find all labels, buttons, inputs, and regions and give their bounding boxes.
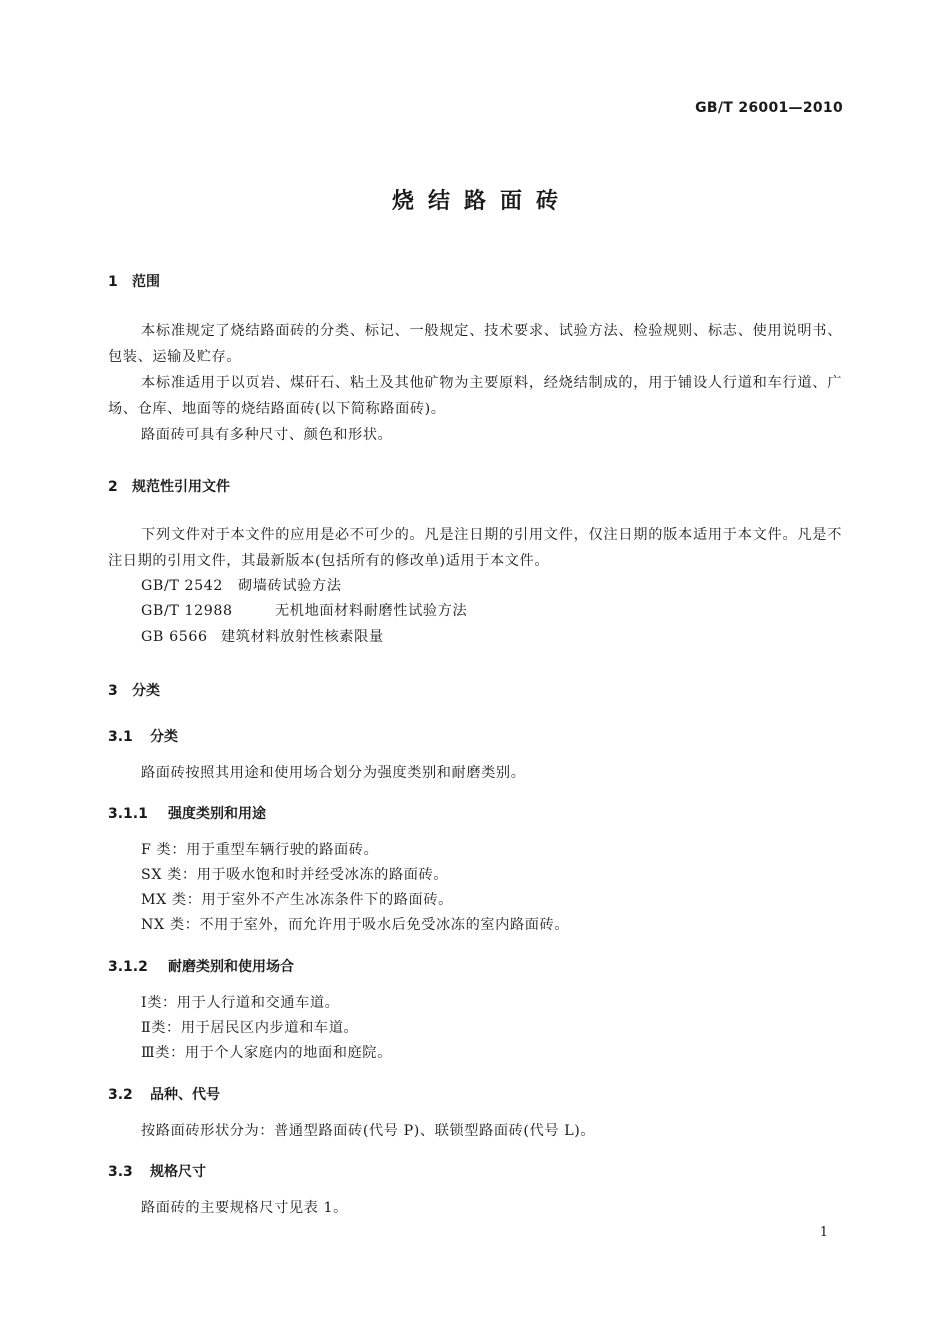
section-number: 1 xyxy=(108,274,118,290)
section-number: 3 xyxy=(108,683,118,699)
section-number: 3.1.1 xyxy=(108,806,148,822)
section-number: 3.2 xyxy=(108,1087,133,1103)
section-3-1-paragraph: 路面砖按照其用途和使用场合划分为强度类别和耐磨类别。 xyxy=(141,765,526,781)
list-item: MX 类：用于室外不产生冰冻条件下的路面砖。 xyxy=(141,892,453,908)
normative-reference xyxy=(141,624,384,650)
section-1-heading xyxy=(108,271,160,291)
section-number: 3.1.2 xyxy=(108,959,148,975)
section-number: 2 xyxy=(108,479,118,495)
list-item: SX 类：用于吸水饱和时并经受冰冻的路面砖。 xyxy=(141,867,449,883)
section-title: 规范性引用文件 xyxy=(132,479,230,495)
list-item: F 类：用于重型车辆行驶的路面砖。 xyxy=(141,842,379,858)
section-title: 品种、代号 xyxy=(150,1087,220,1103)
section-3-3-paragraph: 路面砖的主要规格尺寸见表 1。 xyxy=(141,1200,348,1216)
section-3-2-paragraph: 按路面砖形状分为：普通型路面砖(代号 P)、联锁型路面砖(代号 L)。 xyxy=(141,1123,596,1139)
list-item: Ⅲ类：用于个人家庭内的地面和庭院。 xyxy=(141,1045,392,1061)
page-number: 1 xyxy=(819,1225,828,1240)
list-item: Ⅰ类：用于人行道和交通车道。 xyxy=(141,995,340,1011)
section-number: 3.3 xyxy=(108,1164,133,1180)
section-3-1-1-heading xyxy=(108,803,266,823)
section-title: 范围 xyxy=(132,274,160,290)
normative-reference xyxy=(141,598,467,624)
reference-code: GB/T 12988 xyxy=(141,603,233,619)
section-2-paragraph-1: 下列文件对于本文件的应用是必不可少的。凡是注日期的引用文件，仅注日期的版本适用于本文件。凡是不注日期的引用文件，其最新版本(包括所有的修改单)适用于本文件。 xyxy=(108,527,842,569)
standard-code: GB/T 26001—2010 xyxy=(695,100,843,116)
section-3-1-heading xyxy=(108,726,178,746)
section-1-paragraph-1: 本标准规定了烧结路面砖的分类、标记、一般规定、技术要求、试验方法、检验规则、标志、使用说明书、包装、运输及贮存。 xyxy=(108,323,842,365)
list-item: Ⅱ类：用于居民区内步道和车道。 xyxy=(141,1020,359,1036)
reference-title: 砌墙砖试验方法 xyxy=(238,578,342,594)
section-3-2-heading xyxy=(108,1084,220,1104)
section-3-3-heading xyxy=(108,1161,206,1181)
reference-code: GB/T 2542 xyxy=(141,578,224,594)
section-title: 分类 xyxy=(132,683,160,699)
reference-title: 无机地面材料耐磨性试验方法 xyxy=(275,603,468,619)
section-2-heading xyxy=(108,476,230,496)
section-3-1-2-heading xyxy=(108,956,294,976)
section-title: 强度类别和用途 xyxy=(168,806,266,822)
section-1-paragraph-2: 本标准适用于以页岩、煤矸石、粘土及其他矿物为主要原料，经烧结制成的，用于铺设人行道和车行道、广场、仓库、地面等的烧结路面砖(以下简称路面砖)。 xyxy=(108,375,842,417)
section-title: 规格尺寸 xyxy=(150,1164,206,1180)
list-item: NX 类：不用于室外，而允许用于吸水后免受冰冻的室内路面砖。 xyxy=(141,917,570,933)
section-3-heading xyxy=(108,680,160,700)
reference-code: GB 6566 xyxy=(141,629,208,645)
reference-title: 建筑材料放射性核素限量 xyxy=(221,629,384,645)
section-title: 分类 xyxy=(150,729,178,745)
normative-reference xyxy=(141,573,342,599)
section-1-paragraph-3: 路面砖可具有多种尺寸、颜色和形状。 xyxy=(141,427,393,443)
section-title: 耐磨类别和使用场合 xyxy=(168,959,294,975)
section-number: 3.1 xyxy=(108,729,133,745)
document-title: 烧结路面砖 xyxy=(391,189,572,214)
